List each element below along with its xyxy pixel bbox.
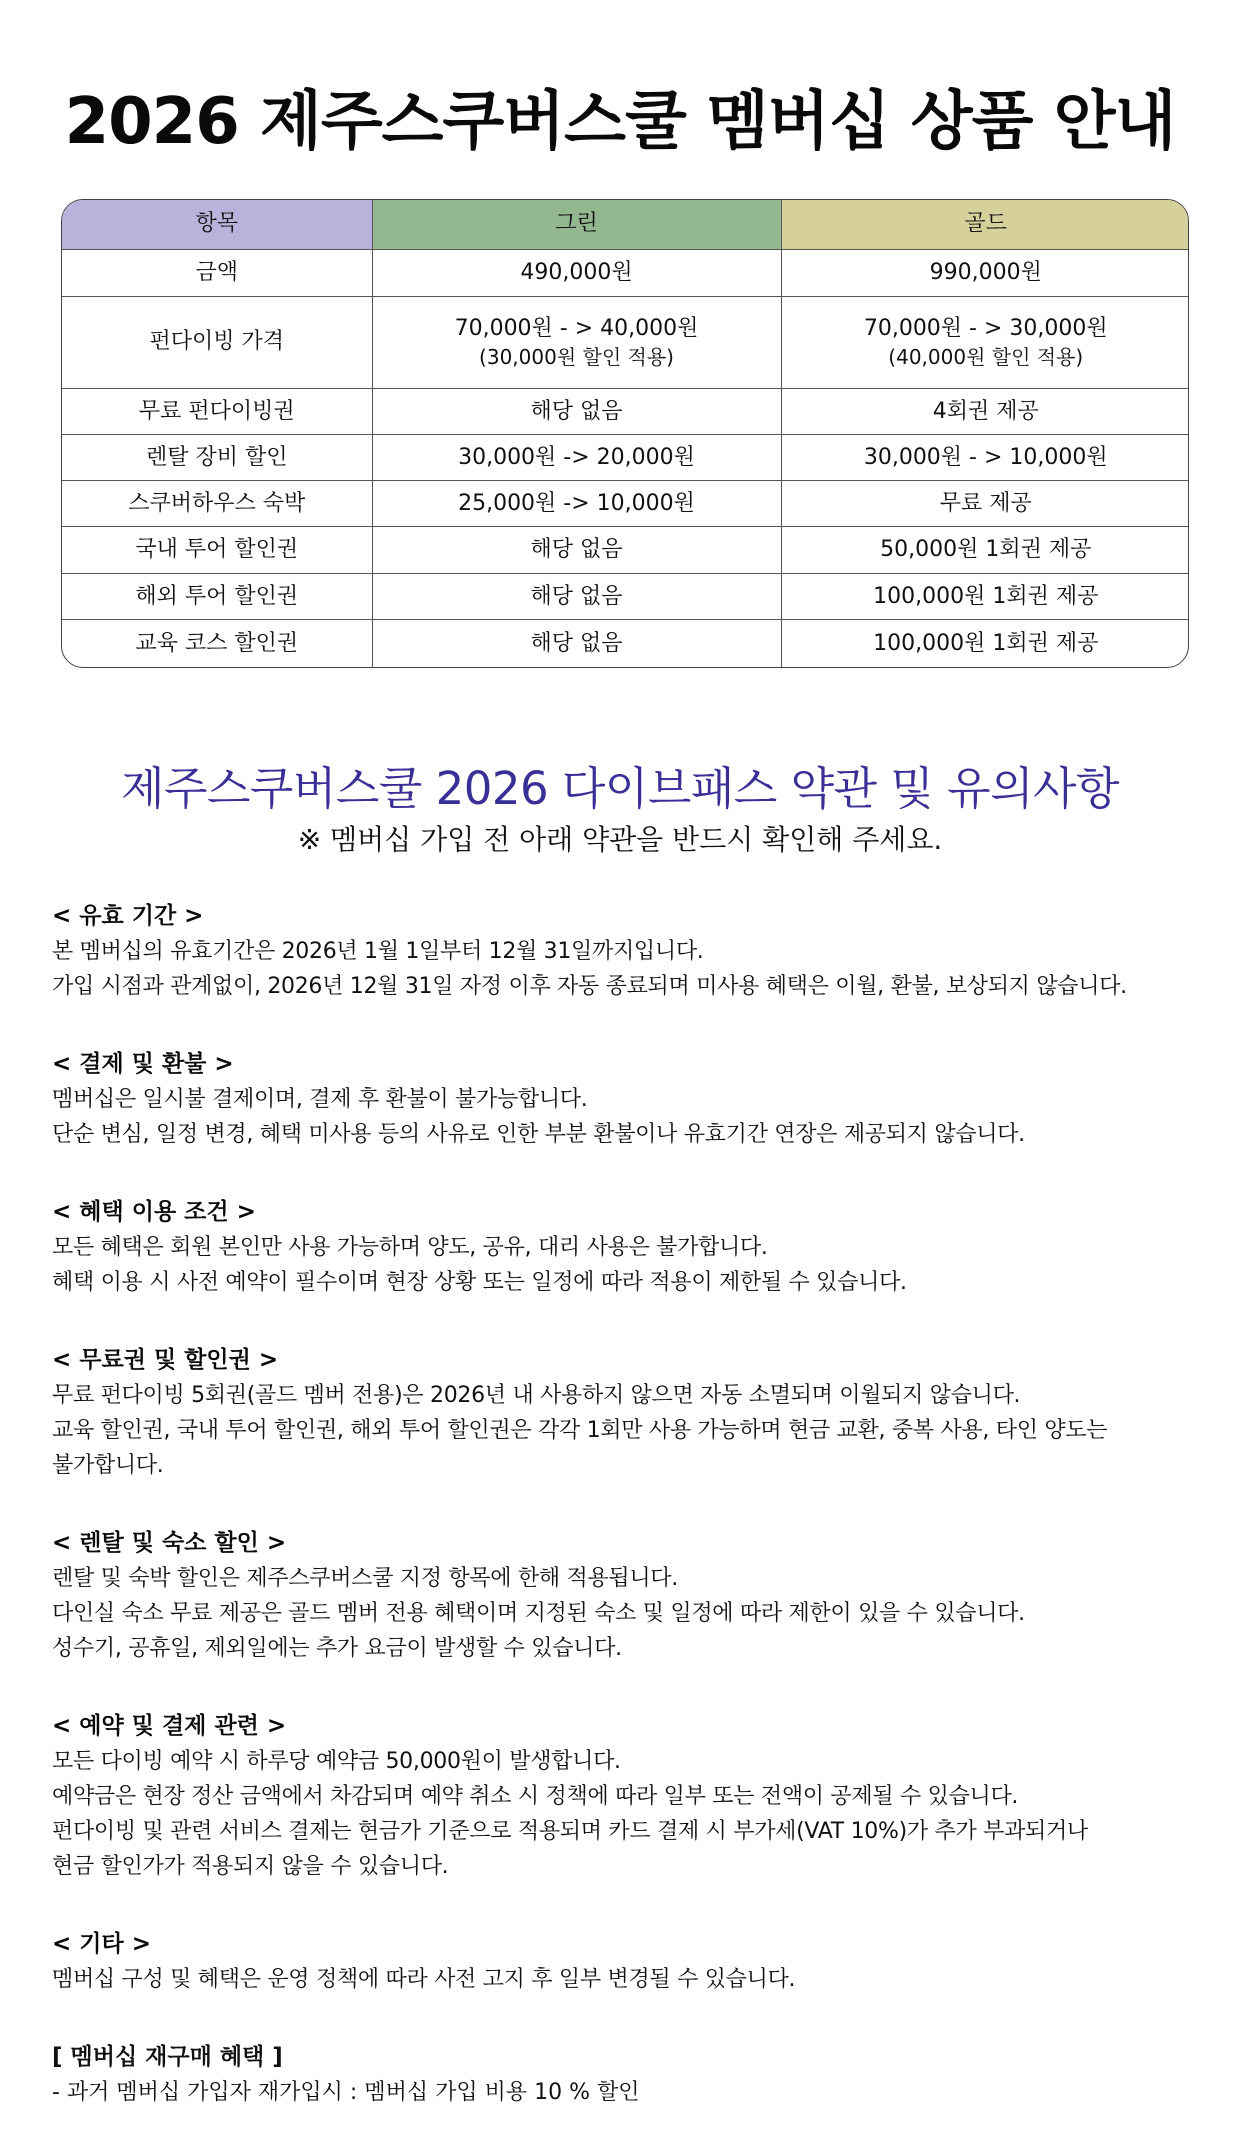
row-label: 스쿠버하우스 숙박 — [62, 481, 372, 527]
green-value: 해당 없음 — [372, 388, 781, 434]
gold-value: 30,000원 - > 10,000원 — [781, 434, 1189, 480]
section-heading: < 예약 및 결제 관련 > — [52, 1713, 287, 1739]
row-label: 교육 코스 할인권 — [62, 620, 372, 667]
section-heading: < 유효 기간 > — [52, 903, 204, 929]
membership-comparison-table — [61, 199, 1189, 668]
row-label: 국내 투어 할인권 — [62, 527, 372, 574]
section-line: 렌탈 및 숙박 할인은 제주스쿠버스쿨 지정 항목에 한해 적용됩니다. — [52, 1566, 678, 1591]
green-value: 해당 없음 — [372, 620, 781, 667]
section-heading: < 렌탈 및 숙소 할인 > — [52, 1530, 287, 1556]
section-heading: < 혜택 이용 조건 > — [52, 1199, 256, 1225]
table-row — [62, 620, 1189, 667]
section-line: 교육 할인권, 국내 투어 할인권, 해외 투어 할인권은 각각 1회만 사용 가능하며 현금 교환, 중복 사용, 타인 양도는 — [52, 1418, 1108, 1443]
table-row — [62, 434, 1189, 480]
section-line: 모든 다이빙 예약 시 하루당 예약금 50,000원이 발생합니다. — [52, 1749, 621, 1774]
gold-value: 무료 제공 — [781, 481, 1189, 527]
terms-title: 제주스쿠버스쿨 2026 다이브패스 약관 및 유의사항 — [121, 762, 1119, 815]
table-row — [62, 296, 1189, 388]
section-heading: < 결제 및 환불 > — [52, 1051, 234, 1077]
section-line: 현금 할인가가 적용되지 않을 수 있습니다. — [52, 1854, 449, 1879]
section-etc — [52, 1926, 1192, 1997]
green-value: 해당 없음 — [372, 574, 781, 620]
section-line: 무료 펀다이빙 5회권(골드 멤버 전용)은 2026년 내 사용하지 않으면 자동 소멸되며 이월되지 않습니다. — [52, 1383, 1021, 1408]
green-value: 490,000원 — [372, 249, 781, 296]
section-heading: < 기타 > — [52, 1931, 151, 1957]
section-line: 펀다이빙 및 관련 서비스 결제는 현금가 기준으로 적용되며 카드 결제 시 부가세(VAT 10%)가 추가 부과되거나 — [52, 1819, 1088, 1844]
row-label: 렌탈 장비 할인 — [62, 434, 372, 480]
gold-value: 4회권 제공 — [781, 388, 1189, 434]
section-line: 멤버십은 일시불 결제이며, 결제 후 환불이 불가능합니다. — [52, 1087, 588, 1112]
rebuy-heading: [ 멤버십 재구매 혜택 ] — [52, 2044, 283, 2070]
gold-value — [781, 296, 1189, 388]
section-line: 멤버십 구성 및 혜택은 운영 정책에 따라 사전 고지 후 일부 변경될 수 있습니다. — [52, 1967, 796, 1992]
table-row — [62, 574, 1189, 620]
section-line: 모든 혜택은 회원 본인만 사용 가능하며 양도, 공유, 대리 사용은 불가합니다. — [52, 1235, 768, 1260]
terms-body — [52, 898, 1192, 2110]
green-value: 30,000원 -> 20,000원 — [372, 434, 781, 480]
section-validity — [52, 898, 1192, 1004]
section-line: 다인실 숙소 무료 제공은 골드 멤버 전용 혜택이며 지정된 숙소 및 일정에 따라 제한이 있을 수 있습니다. — [52, 1601, 1025, 1626]
section-line: 단순 변심, 일정 변경, 혜택 미사용 등의 사유로 인한 부분 환불이나 유효기간 연장은 제공되지 않습니다. — [52, 1122, 1025, 1147]
gold-discount-note: (40,000원 할인 적용) — [888, 344, 1084, 369]
gold-price: 70,000원 - > 30,000원 — [863, 315, 1108, 341]
section-line: 예약금은 현장 정산 금액에서 차감되며 예약 취소 시 정책에 따라 일부 또는 전액이 공제될 수 있습니다. — [52, 1784, 1019, 1809]
section-line: 가입 시점과 관계없이, 2026년 12월 31일 자정 이후 자동 종료되며 미사용 혜택은 이월, 환불, 보상되지 않습니다. — [52, 974, 1127, 999]
gold-value: 100,000원 1회권 제공 — [781, 620, 1189, 667]
row-label: 무료 펀다이빙권 — [62, 388, 372, 434]
section-rebuy-benefit — [52, 2039, 1192, 2110]
green-discount-note: (30,000원 할인 적용) — [479, 344, 674, 369]
section-line: 성수기, 공휴일, 제외일에는 추가 요금이 발생할 수 있습니다. — [52, 1636, 622, 1661]
section-reservation-payment — [52, 1708, 1192, 1884]
header-green: 그린 — [372, 200, 781, 249]
table-row — [62, 388, 1189, 434]
header-gold: 골드 — [781, 200, 1189, 249]
section-vouchers — [52, 1342, 1192, 1483]
terms-notice: ※ 멤버십 가입 전 아래 약관을 반드시 확인해 주세요. — [297, 823, 943, 856]
section-rental-lodging — [52, 1525, 1192, 1666]
section-line: 불가합니다. — [52, 1453, 164, 1478]
gold-value: 100,000원 1회권 제공 — [781, 574, 1189, 620]
header-item: 항목 — [62, 200, 372, 249]
table-row — [62, 249, 1189, 296]
page-title: 2026 제주스쿠버스쿨 멤버십 상품 안내 — [64, 85, 1176, 159]
section-heading: < 무료권 및 할인권 > — [52, 1347, 279, 1373]
row-label: 펀다이빙 가격 — [62, 296, 372, 388]
section-line: 혜택 이용 시 사전 예약이 필수이며 현장 상황 또는 일정에 따라 적용이 제한될 수 있습니다. — [52, 1270, 907, 1295]
row-label: 해외 투어 할인권 — [62, 574, 372, 620]
section-benefit-conditions — [52, 1194, 1192, 1300]
section-payment-refund — [52, 1046, 1192, 1152]
section-line: 본 멤버십의 유효기간은 2026년 1월 1일부터 12월 31일까지입니다. — [52, 939, 704, 964]
gold-value: 50,000원 1회권 제공 — [781, 527, 1189, 574]
row-label: 금액 — [62, 249, 372, 296]
gold-value: 990,000원 — [781, 249, 1189, 296]
rebuy-line: - 과거 멤버십 가입자 재가입시 : 멤버십 가입 비용 10 % 할인 — [52, 2080, 640, 2105]
green-price: 70,000원 - > 40,000원 — [454, 315, 699, 341]
table-row — [62, 527, 1189, 574]
table-row — [62, 481, 1189, 527]
green-value: 해당 없음 — [372, 527, 781, 574]
green-value — [372, 296, 781, 388]
green-value: 25,000원 -> 10,000원 — [372, 481, 781, 527]
